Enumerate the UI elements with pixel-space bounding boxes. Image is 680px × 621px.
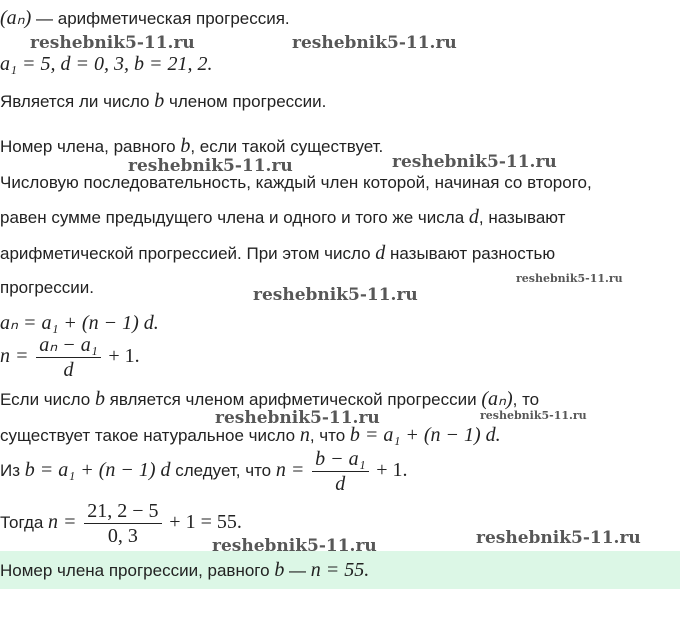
definition-line-4: прогрессии. (0, 278, 94, 297)
watermark: reshebnik5-11.ru (212, 536, 377, 556)
question-2: Номер члена, равного b, если такой существует. (0, 135, 384, 157)
watermark: reshebnik5-11.ru (253, 285, 418, 305)
answer-line: Номер члена прогрессии, равного b — n = 55. (0, 559, 370, 581)
watermark: reshebnik5-11.ru (30, 33, 195, 53)
title-text: — арифметическая прогрессия. (31, 9, 290, 28)
watermark: reshebnik5-11.ru (392, 152, 557, 172)
definition-line-1: Числовую последовательность, каждый член которой, начиная со второго, (0, 173, 592, 192)
watermark: reshebnik5-11.ru (128, 156, 293, 176)
paragraph-line-1: Если число b является членом арифметической прогрессии (aₙ), то (0, 388, 540, 410)
watermark: reshebnik5-11.ru (292, 33, 457, 53)
fraction: $\frac{21, 2 - 5}{0, 3}$ (84, 500, 161, 547)
given-values: a₁ = 5, d = 0, 3, b = 21, 2. (0, 53, 213, 75)
title-line (0, 7, 290, 30)
question-1: Является ли число b членом прогрессии. (0, 90, 327, 112)
formula-n: n = $\frac{\text{aₙ − a₁}}{d}$ + 1. (0, 334, 140, 381)
fraction: $\frac{\text{aₙ − a₁}}{d}$ (36, 334, 100, 381)
formula-general-term: aₙ = a₁ + (n − 1) d. (0, 312, 159, 334)
paragraph-line-2: существует такое натуральное число n, что b = a₁ + (n − 1) d. (0, 424, 501, 446)
watermark: reshebnik5-11.ru (476, 528, 641, 548)
calculation-line: Тогда n = $\frac{21, 2 - 5}{0, 3}$ + 1 = 55. (0, 500, 242, 547)
definition-line-3: арифметической прогрессией. При этом число d называют разностью (0, 242, 556, 264)
derivation-line: Из b = a₁ + (n − 1) d следует, что n = $\frac{\text{b − a₁}}{d}$ + 1. (0, 448, 408, 495)
sequence-symbol: (aₙ) (0, 7, 32, 29)
watermark: reshebnik5-11.ru (480, 409, 587, 422)
watermark: reshebnik5-11.ru (215, 408, 380, 428)
watermark: reshebnik5-11.ru (516, 272, 623, 285)
fraction: $\frac{\text{b − a₁}}{d}$ (312, 448, 368, 495)
definition-line-2: равен сумме предыдущего члена и одного и того же числа d, называют (0, 206, 566, 228)
